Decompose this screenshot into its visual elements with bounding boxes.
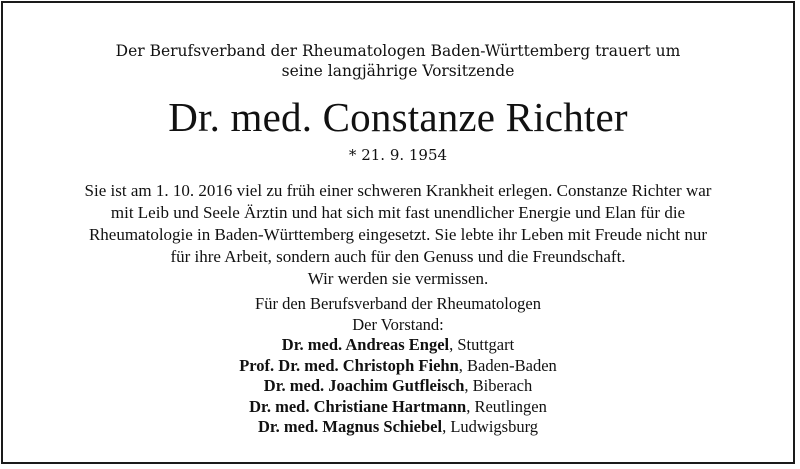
body-line: Rheumatologie in Baden-Württemberg eingesetzt. Sie lebte ihr Leben mit Freude nicht nur: [88, 225, 708, 244]
signatory-place: , Stuttgart: [449, 335, 515, 354]
signatory: [3, 417, 793, 438]
body-line: Sie ist am 1. 10. 2016 viel zu früh einer schweren Krankheit erlegen. Constanze Richter war: [84, 181, 712, 200]
signoff: [3, 294, 793, 438]
signatory-name: Dr. med. Joachim Gutfleisch: [263, 376, 465, 395]
body-line: mit Leib und Seele Ärztin und hat sich mit fast unendlicher Energie und Elan für die: [110, 203, 686, 222]
birth-date: * 21. 9. 1954: [348, 146, 448, 164]
signatory-place: , Biberach: [464, 376, 533, 395]
signoff-line: Für den Berufsverband der Rheumatologen: [255, 294, 541, 313]
intro-line: Der Berufsverband der Rheumatologen Baden-Württemberg trauert um: [115, 42, 681, 60]
signatory-place: , Reutlingen: [466, 396, 547, 416]
signatory-place: , Ludwigsburg: [442, 417, 539, 436]
intro-text: [3, 41, 793, 81]
signatory: [3, 397, 793, 418]
signatory-name: Dr. med. Magnus Schiebel: [257, 417, 443, 436]
signatory-name: Dr. med. Christiane Hartmann: [249, 396, 467, 416]
body-text: [3, 180, 793, 290]
signoff-board: Der Vorstand:: [352, 314, 444, 334]
body-line: für ihre Arbeit, sondern auch für den Genuss und die Freundschaft.: [170, 247, 626, 266]
signatory: [3, 356, 793, 377]
deceased-name: Dr. med. Constanze Richter: [168, 94, 628, 140]
signatory-place: , Baden-Baden: [458, 355, 557, 375]
signatory: [3, 335, 793, 356]
signatory-name: Dr. med. Andreas Engel: [281, 335, 450, 354]
signatory: [3, 376, 793, 397]
signatory-name: Prof. Dr. med. Christoph Fiehn: [239, 355, 459, 375]
obituary-notice: [1, 1, 795, 464]
body-line: Wir werden sie vermissen.: [307, 269, 489, 288]
intro-line: seine langjährige Vorsitzende: [281, 62, 515, 80]
